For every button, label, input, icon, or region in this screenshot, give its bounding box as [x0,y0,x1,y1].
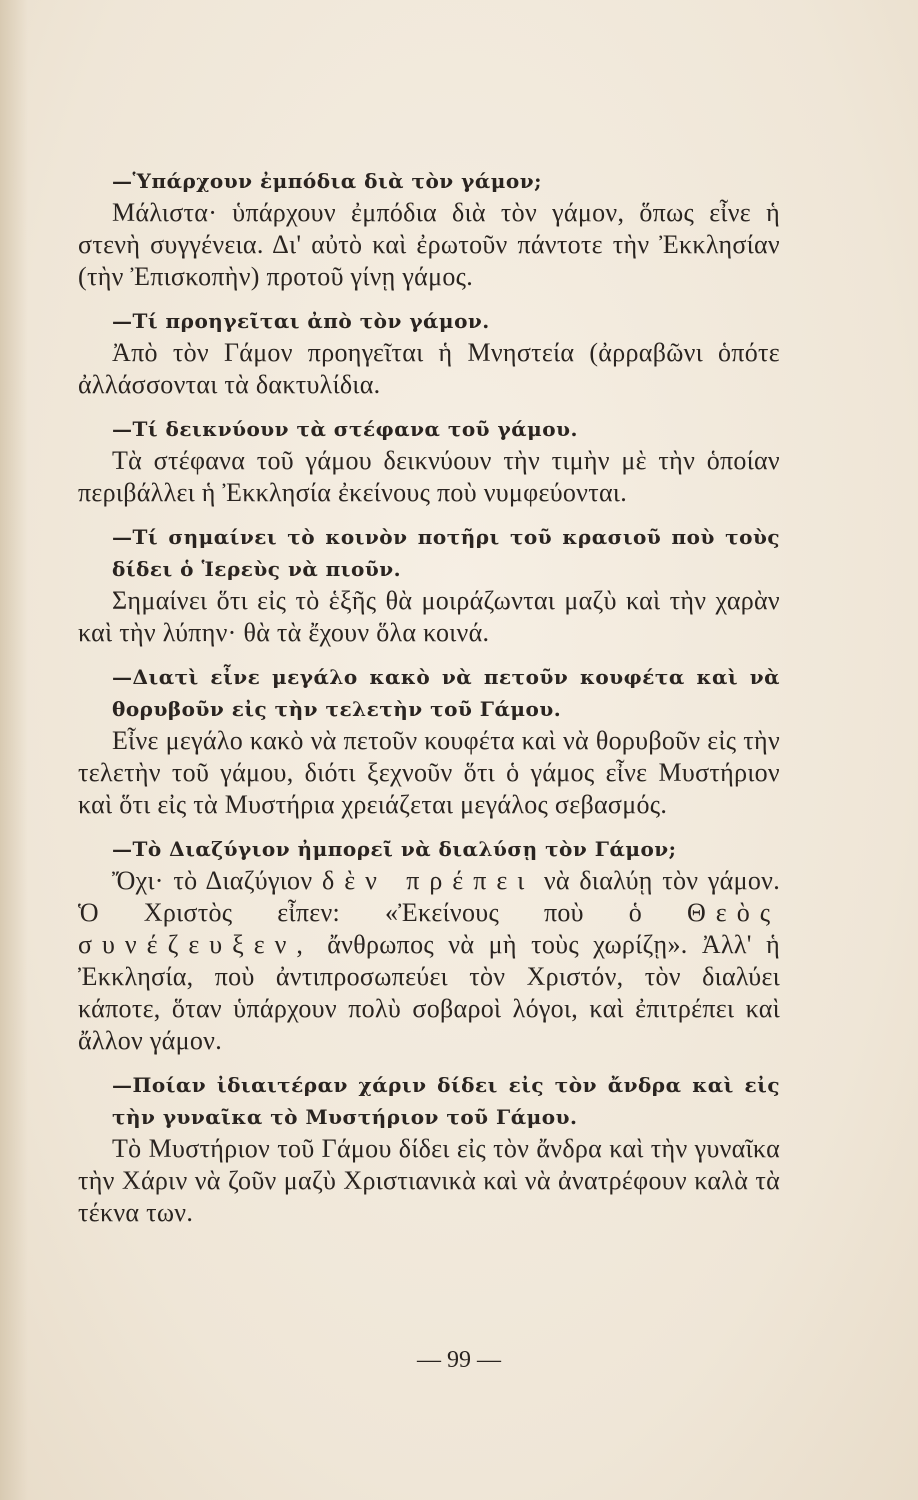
answer-text: Ὄχι· τὸ Διαζύγιον [112,866,313,895]
answer-text: νὰ διαλύῃ τὸν γάμον. Ὁ Χριστὸς εἶπεν: «Ἐκείνους ποὺ ὁ [78,866,780,927]
answer-paragraph: Μάλιστα· ὑπάρχουν ἐμπόδια διὰ τὸν γάμον, ὅπως εἶνε ἡ στενὴ συγγένεια. Δι' αὐτὸ καὶ ἐρωτοῦν πάντοτε τὴν Ἐκκλησίαν (τὴν Ἐπισκοπὴν) προτοῦ γίνῃ γάμος. [78,198,780,291]
question-heading: —Ποίαν ἰδιαιτέραν χάριν δίδει εἰς τὸν ἄνδρα καὶ εἰς τὴν γυναῖκα τὸ Μυστήριον τοῦ Γάμου. [112,1073,780,1129]
question-heading: —Τί δεικνύουν τὰ στέφανα τοῦ γάμου. [112,417,578,441]
answer-paragraph: Τὸ Μυστήριον τοῦ Γάμου δίδει εἰς τὸν ἄνδρα καὶ τὴν γυναῖκα τὴν Χάριν νὰ ζοῦν μαζὺ Χριστιανικὰ καὶ νὰ ἀνατρέφουν καλὰ τὰ τέκνα των. [78,1134,780,1227]
page-number: — 99 — [417,1347,501,1373]
answer-paragraph: Τὰ στέφανα τοῦ γάμου δεικνύουν τὴν τιμὴν μὲ τὴν ὁποίαν περιβάλλει ἡ Ἐκκλησία ἐκείνους ποὺ νυμφεύονται. [78,446,780,507]
emphasized-text: δὲν πρέπει [322,866,535,895]
question-heading: —Ὑπάρχουν ἐμπόδια διὰ τὸν γάμον; [112,169,542,193]
answer-paragraph: Ἀπὸ τὸν Γάμον προηγεῖται ἡ Μνηστεία (ἀρραβῶνι ὁπότε ἀλλάσσονται τὰ δακτυλίδια. [78,338,780,399]
answer-paragraph [78,865,780,1057]
text-block [78,165,780,1229]
question-heading: —Διατὶ εἶνε μεγάλο κακὸ νὰ πετοῦν κουφέτα καὶ νὰ θορυβοῦν εἰς τὴν τελετὴν τοῦ Γάμου. [112,665,780,721]
emphasized-text: Θεὸς συνέζευξεν, [78,898,780,959]
question-heading: —Τί προηγεῖται ἀπὸ τὸν γάμον. [112,309,490,333]
answer-text: ἄνθρωπος νὰ μὴ τοὺς χωρίζῃ». Ἀλλ' ἡ Ἐκκλησία, ποὺ ἀντιπροσωπεύει τὸν Χριστόν, τὸν διαλύει κάποτε, ὅταν ὑπάρχουν πολὺ σοβαροὶ λόγοι, καὶ ἐπιτρέπει καὶ ἄλλον γάμον. [78,930,780,1055]
question-heading: —Τί σημαίνει τὸ κοινὸν ποτῆρι τοῦ κρασιοῦ ποὺ τοὺς δίδει ὁ Ἱερεὺς νὰ πιοῦν. [112,525,780,581]
answer-paragraph: Εἶνε μεγάλο κακὸ νὰ πετοῦν κουφέτα καὶ νὰ θορυβοῦν εἰς τὴν τελετὴν τοῦ γάμου, διότι ξεχνοῦν ὅτι ὁ γάμος εἶνε Μυστήριον καὶ ὅτι εἰς τὰ Μυστήρια χρειάζεται μεγάλος σεβασμός. [78,726,780,819]
answer-paragraph: Σημαίνει ὅτι εἰς τὸ ἑξῆς θὰ μοιράζωνται μαζὺ καὶ τὴν χαρὰν καὶ τὴν λύπην· θὰ τὰ ἔχουν ὅλα κοινά. [78,586,780,647]
question-heading: —Τὸ Διαζύγιον ἠμπορεῖ νὰ διαλύσῃ τὸν Γάμον; [112,837,677,861]
